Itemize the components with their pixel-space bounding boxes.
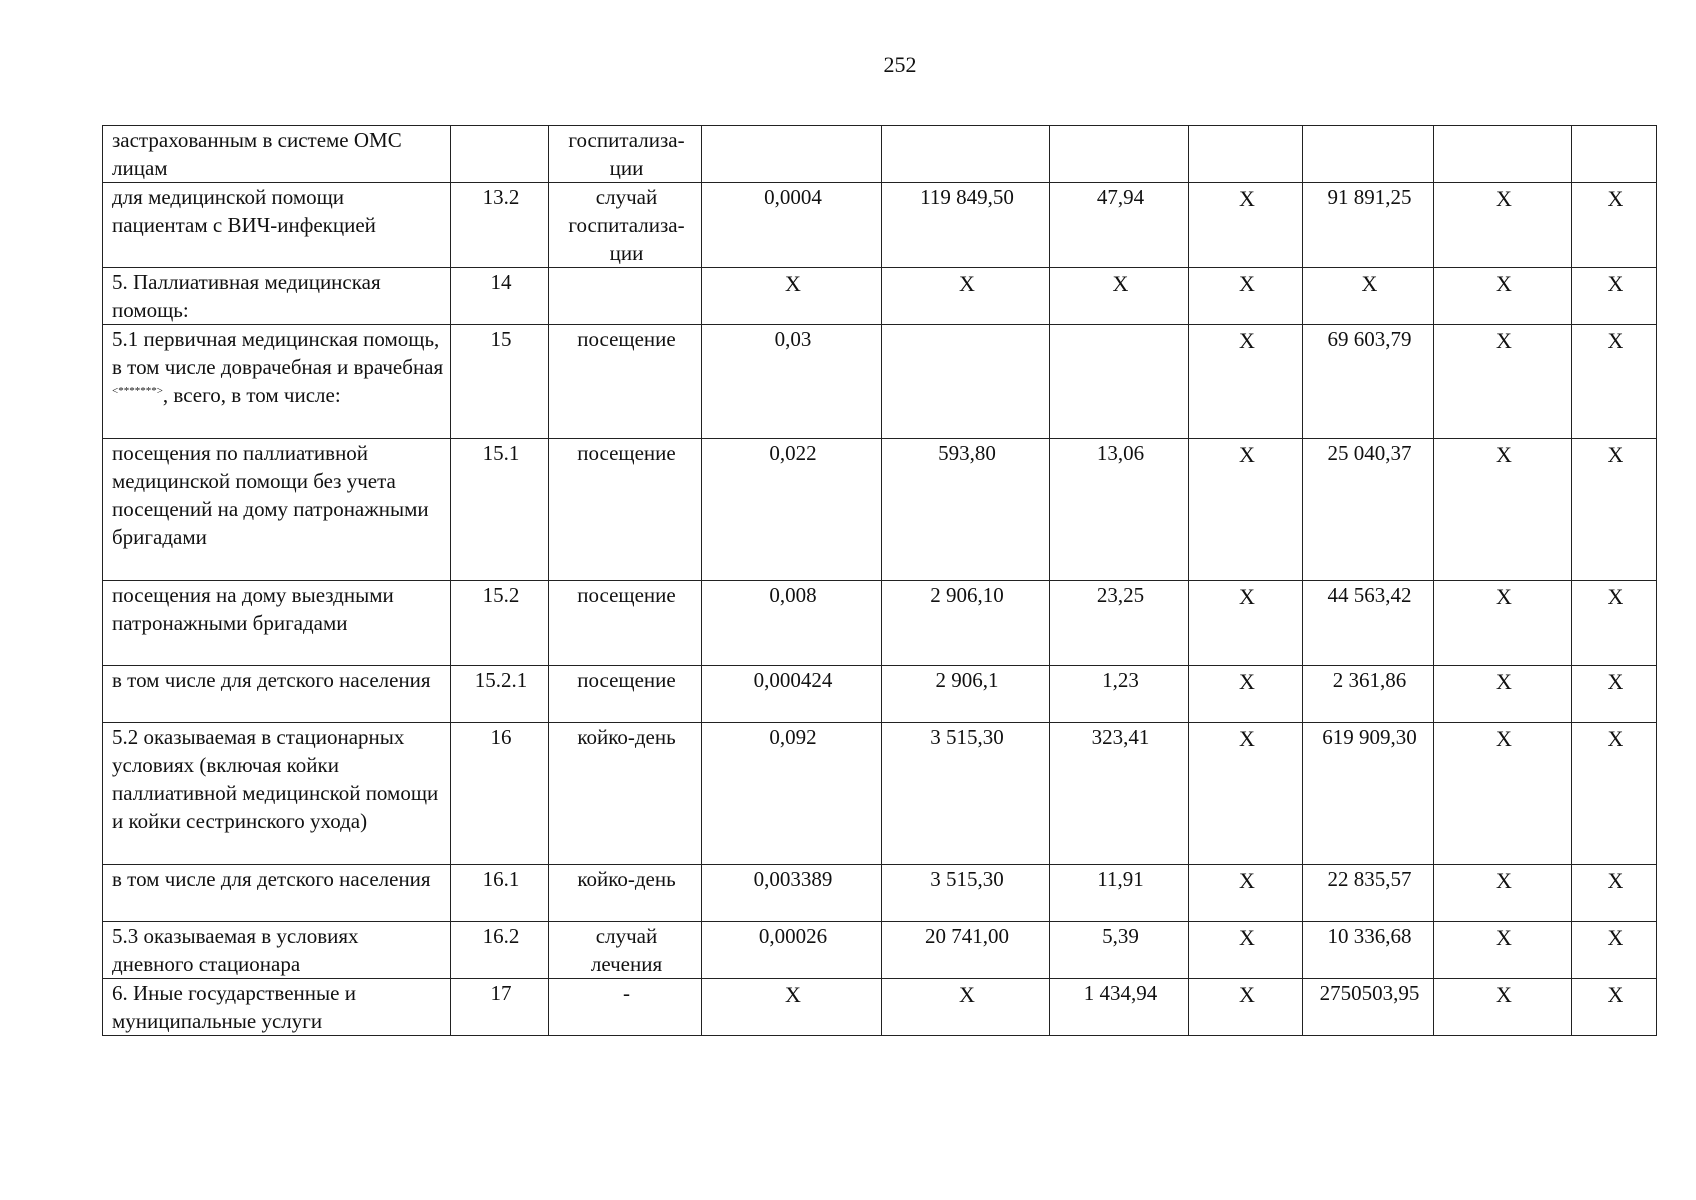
cell-c9: X	[1434, 979, 1572, 1036]
cell-c7: X	[1189, 723, 1303, 865]
table-row	[103, 439, 1657, 581]
table-row	[103, 922, 1657, 979]
cell-c5: 2 906,10	[882, 581, 1050, 666]
cell-c4	[702, 126, 882, 183]
row-name-cell	[103, 581, 451, 666]
cell-unit: случай лечения	[549, 922, 702, 979]
cell-c5: X	[882, 979, 1050, 1036]
cell-c7: X	[1189, 581, 1303, 666]
cell-c8: 91 891,25	[1303, 183, 1434, 268]
cell-c10: X	[1572, 268, 1657, 325]
cell-c4: 0,008	[702, 581, 882, 666]
row-name: 6. Иные государственные и муниципальные услуги	[112, 981, 356, 1033]
cell-c5: 3 515,30	[882, 865, 1050, 922]
table-row	[103, 183, 1657, 268]
cell-c5: 119 849,50	[882, 183, 1050, 268]
cell-c8: 2 361,86	[1303, 666, 1434, 723]
cell-c4: 0,092	[702, 723, 882, 865]
cell-c5: 2 906,1	[882, 666, 1050, 723]
cell-c9	[1434, 126, 1572, 183]
cell-unit: посещение	[549, 439, 702, 581]
cell-c10: X	[1572, 325, 1657, 439]
cell-num: 15.2.1	[451, 666, 549, 723]
cell-c9: X	[1434, 666, 1572, 723]
cell-c7: X	[1189, 268, 1303, 325]
cell-c9: X	[1434, 922, 1572, 979]
row-name: 5.3 оказываемая в условиях дневного стационара	[112, 924, 359, 976]
cell-c6: 47,94	[1050, 183, 1189, 268]
cell-num: 15.2	[451, 581, 549, 666]
cell-c8: 22 835,57	[1303, 865, 1434, 922]
cell-c4: 0,00026	[702, 922, 882, 979]
cell-c6: 1,23	[1050, 666, 1189, 723]
cell-num: 17	[451, 979, 549, 1036]
cell-c9: X	[1434, 268, 1572, 325]
cell-c7: X	[1189, 666, 1303, 723]
cell-c7: X	[1189, 979, 1303, 1036]
cell-c8: 25 040,37	[1303, 439, 1434, 581]
row-name-cell	[103, 723, 451, 865]
cell-c4: X	[702, 268, 882, 325]
row-name-cell	[103, 666, 451, 723]
cell-num: 13.2	[451, 183, 549, 268]
cell-unit: посещение	[549, 666, 702, 723]
row-name-cell	[103, 126, 451, 183]
cell-c10: X	[1572, 666, 1657, 723]
table-row	[103, 268, 1657, 325]
table-row	[103, 979, 1657, 1036]
cell-c7: X	[1189, 865, 1303, 922]
row-name: застрахованным в системе ОМС лицам	[112, 128, 402, 180]
cell-c6: 1 434,94	[1050, 979, 1189, 1036]
cell-unit: -	[549, 979, 702, 1036]
cell-c4: 0,022	[702, 439, 882, 581]
cell-c4: 0,0004	[702, 183, 882, 268]
cell-c10: X	[1572, 922, 1657, 979]
cell-c5: 3 515,30	[882, 723, 1050, 865]
cell-c4: X	[702, 979, 882, 1036]
row-name: для медицинской помощи пациентам с ВИЧ-инфекцией	[112, 185, 376, 237]
cell-c10: X	[1572, 183, 1657, 268]
cell-c8: 44 563,42	[1303, 581, 1434, 666]
cell-c10: X	[1572, 439, 1657, 581]
cell-num: 16.2	[451, 922, 549, 979]
cell-c10	[1572, 126, 1657, 183]
table-row	[103, 723, 1657, 865]
cell-unit: случай госпитализа-ции	[549, 183, 702, 268]
cell-c6: 11,91	[1050, 865, 1189, 922]
cell-c9: X	[1434, 865, 1572, 922]
cell-c4: 0,03	[702, 325, 882, 439]
row-name-cell	[103, 325, 451, 439]
cell-num: 14	[451, 268, 549, 325]
cell-c9: X	[1434, 439, 1572, 581]
table-row	[103, 126, 1657, 183]
row-name: в том числе для детского населения	[112, 668, 431, 692]
cell-unit: госпитализа-ции	[549, 126, 702, 183]
cell-c7: X	[1189, 325, 1303, 439]
cell-c10: X	[1572, 865, 1657, 922]
cell-c8: 2750503,95	[1303, 979, 1434, 1036]
row-name: посещения по паллиативной медицинской помощи без учета посещений на дому патронажными бригадами	[112, 441, 429, 549]
row-name-cell	[103, 922, 451, 979]
row-name-cell	[103, 268, 451, 325]
cell-c6: 5,39	[1050, 922, 1189, 979]
cell-num: 15	[451, 325, 549, 439]
cell-c9: X	[1434, 325, 1572, 439]
cell-c4: 0,003389	[702, 865, 882, 922]
page-number: 252	[883, 52, 917, 77]
table-row	[103, 865, 1657, 922]
cell-c6	[1050, 126, 1189, 183]
cell-unit: посещение	[549, 325, 702, 439]
cell-c10: X	[1572, 979, 1657, 1036]
data-table	[102, 125, 1657, 1036]
cell-num: 16	[451, 723, 549, 865]
row-name-cell	[103, 865, 451, 922]
cell-unit: койко-день	[549, 723, 702, 865]
cell-c10: X	[1572, 723, 1657, 865]
cell-c6	[1050, 325, 1189, 439]
cell-c6: 13,06	[1050, 439, 1189, 581]
cell-c5: X	[882, 268, 1050, 325]
cell-num	[451, 126, 549, 183]
table-row	[103, 581, 1657, 666]
row-name: посещения на дому выездными патронажными бригадами	[112, 583, 394, 635]
cell-c7: X	[1189, 922, 1303, 979]
cell-c6: X	[1050, 268, 1189, 325]
cell-unit: койко-день	[549, 865, 702, 922]
cell-c7: X	[1189, 439, 1303, 581]
cell-c8	[1303, 126, 1434, 183]
cell-unit: посещение	[549, 581, 702, 666]
cell-c6: 23,25	[1050, 581, 1189, 666]
cell-c5	[882, 126, 1050, 183]
row-name-cell	[103, 979, 451, 1036]
cell-c5: 20 741,00	[882, 922, 1050, 979]
cell-c4: 0,000424	[702, 666, 882, 723]
row-name: в том числе для детского населения	[112, 867, 431, 891]
cell-c7	[1189, 126, 1303, 183]
cell-c9: X	[1434, 581, 1572, 666]
footnote-marker: <*******>	[112, 385, 163, 397]
row-name: 5.2 оказываемая в стационарных условиях (включая койки паллиативной медицинской помощи и койки сестринского ухода)	[112, 725, 439, 833]
table-row	[103, 325, 1657, 439]
cell-c8: 10 336,68	[1303, 922, 1434, 979]
cell-c9: X	[1434, 723, 1572, 865]
row-name-cell	[103, 439, 451, 581]
row-name-cell	[103, 183, 451, 268]
cell-c8: 619 909,30	[1303, 723, 1434, 865]
cell-c8: 69 603,79	[1303, 325, 1434, 439]
cell-num: 15.1	[451, 439, 549, 581]
cell-c10: X	[1572, 581, 1657, 666]
cell-c5: 593,80	[882, 439, 1050, 581]
row-name-tail: , всего, в том числе:	[162, 383, 341, 407]
cell-c8: X	[1303, 268, 1434, 325]
row-name: 5. Паллиативная медицинская помощь:	[112, 270, 381, 322]
row-name: 5.1 первичная медицинская помощь, в том числе доврачебная и врачебная	[112, 327, 444, 379]
cell-c5	[882, 325, 1050, 439]
cell-c9: X	[1434, 183, 1572, 268]
cell-unit	[549, 268, 702, 325]
cell-c7: X	[1189, 183, 1303, 268]
cell-num: 16.1	[451, 865, 549, 922]
table-row	[103, 666, 1657, 723]
cell-c6: 323,41	[1050, 723, 1189, 865]
